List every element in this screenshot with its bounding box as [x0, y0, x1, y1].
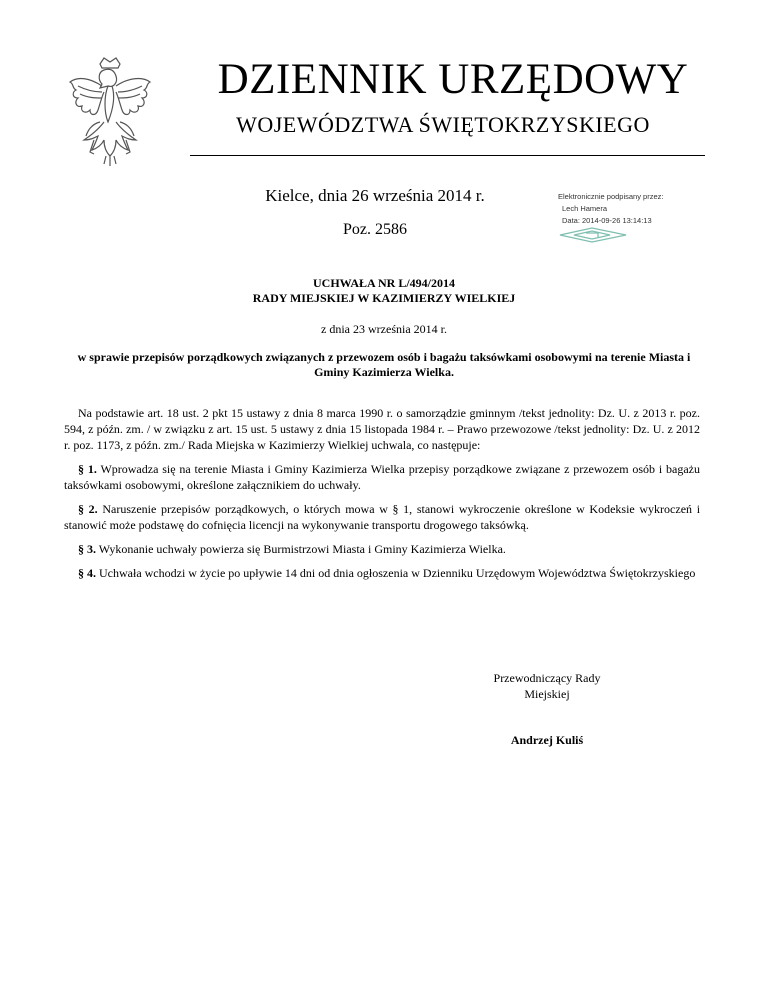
resolution-issuer: RADY MIEJSKIEJ W KAZIMIERZY WIELKIEJ: [252, 291, 516, 305]
section-mark: § 4.: [78, 566, 96, 580]
section-4: [64, 565, 700, 581]
signatory-name: Andrzej Kuliś: [510, 733, 584, 747]
section-mark: § 1.: [78, 462, 97, 476]
section-1: [64, 461, 700, 493]
publication-position: Poz. 2586: [343, 221, 407, 238]
section-mark: § 3.: [78, 542, 96, 556]
journal-subtitle: WOJEWÓDZTWA ŚWIĘTOKRZYSKIEGO: [236, 112, 650, 137]
section-3: [64, 541, 700, 557]
journal-title: DZIENNIK URZĘDOWY: [217, 56, 689, 103]
section-mark: § 2.: [78, 502, 98, 516]
section-text: Wykonanie uchwały powierza się Burmistrzowi Miasta i Gminy Kazimierza Wielka.: [98, 542, 506, 556]
signature-signer: Lech Hamera: [562, 204, 608, 213]
electronic-signature-stamp: [558, 191, 738, 243]
section-text: Uchwała wchodzi w życie po upływie 14 dni od dnia ogłoszenia w Dzienniku Urzędowym Województwa Świętokrzyskiego: [99, 566, 696, 580]
white-eagle-emblem-icon: [64, 56, 156, 168]
resolution-number: UCHWAŁA NR L/494/2014: [312, 276, 455, 290]
section-text: Naruszenie przepisów porządkowych, o których mowa w § 1, stanowi wykroczenie określone w Kodeksie wykroczeń i stanowić może podstawę do cofnięcia licencji na wykonywanie transportu drogowego taksówką.: [64, 502, 701, 532]
resolution-body: [64, 405, 700, 589]
publication-place-date: Kielce, dnia 26 września 2014 r.: [265, 186, 485, 205]
signatory-role-line2: Miejskiej: [524, 687, 570, 701]
signature-date: Data: 2014-09-26 13:14:13: [562, 216, 652, 225]
preamble: Na podstawie art. 18 ust. 2 pkt 15 ustawy z dnia 8 marca 1990 r. o samorządzie gminnym /tekst jednolity: Dz. U. z 2013 r. poz. 594, z późn. zm. / w związku z art. 15 ust. 5 ustawy z dnia 15 listopada 1984 r. – Prawo przewozowe /tekst jednolity: Dz. U. z 2012 r. poz. 1173, z późn. zm./ Rada Miejska w Kazimierzy Wielkiej uchwala, co następuje:: [64, 406, 700, 452]
resolution-subject: w sprawie przepisów porządkowych związanych z przewozem osób i bagażu taksówkami osobowymi na terenie Miasta i Gminy Kazimierza Wielka.: [77, 350, 691, 379]
signature-block: [452, 670, 642, 748]
masthead-divider: [190, 155, 705, 156]
signature-label: Elektronicznie podpisany przez:: [558, 192, 664, 201]
section-text: Wprowadza się na terenie Miasta i Gminy Kazimierza Wielka przepisy porządkowe związane z przewozem osób i bagażu taksówkami osobowymi, określone załącznikiem do uchwały.: [64, 462, 700, 492]
resolution-date: z dnia 23 września 2014 r.: [321, 322, 447, 336]
section-2: [64, 501, 700, 533]
signatory-role-line1: Przewodniczący Rady: [493, 671, 601, 685]
signature-stamp-icon: [558, 227, 628, 243]
resolution-heading: [60, 276, 708, 306]
